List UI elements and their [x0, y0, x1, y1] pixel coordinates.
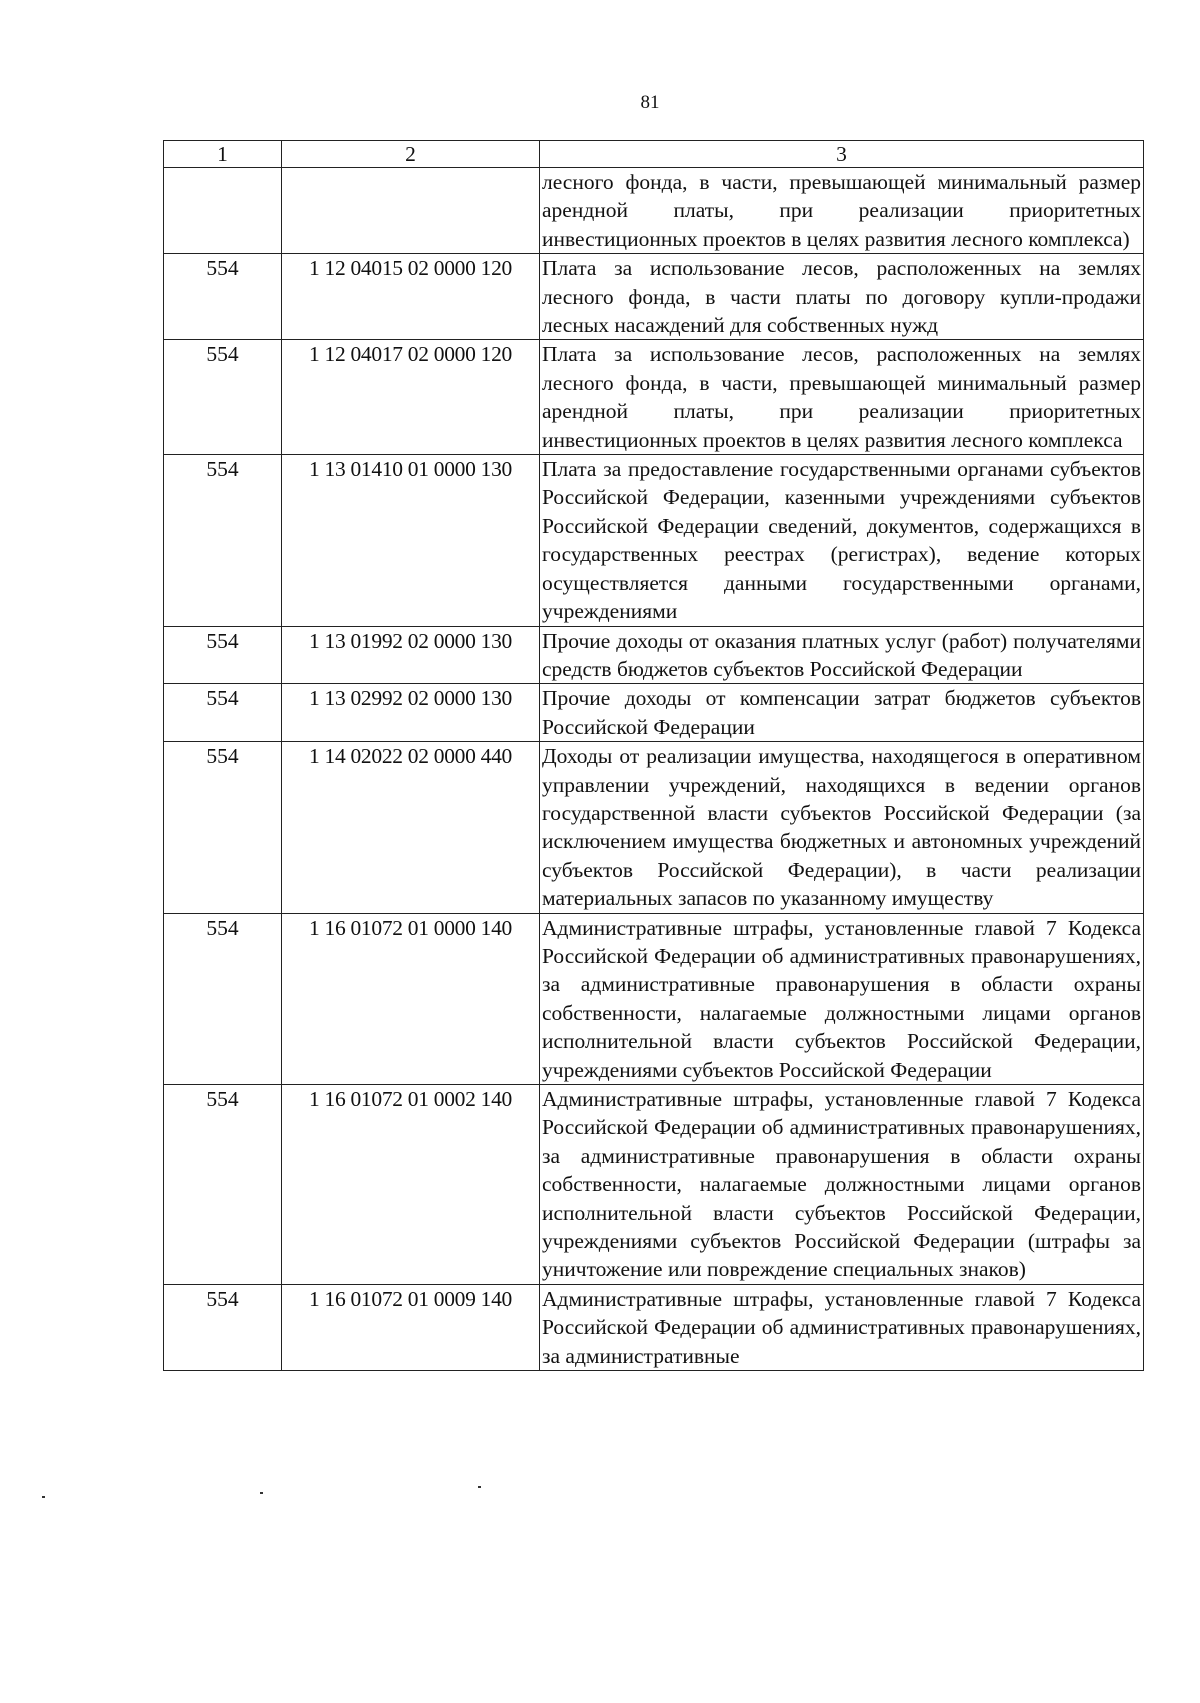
- budget-code-cell: 1 16 01072 01 0002 140: [282, 1085, 540, 1285]
- table-row: [164, 913, 1144, 1084]
- header-col-1: 1: [164, 141, 282, 168]
- description-cell: Доходы от реализации имущества, находящегося в оперативном управлении учреждений, находящихся в ведении органов государственной власти субъектов Российской Федерации (за исключением имущества бюджетных и автономных учреждений субъектов Российской Федерации), в части реализации материальных запасов по указанному имуществу: [540, 742, 1144, 913]
- description-cell: Административные штрафы, установленные главой 7 Кодекса Российской Федерации об административных правонарушениях, за административные правонарушения в области охраны собственности, налагаемые должностными лицами органов исполнительной власти субъектов Российской Федерации, учреждениями субъектов Российской Федерации: [540, 913, 1144, 1084]
- table-row: [164, 1284, 1144, 1370]
- table-row: [164, 168, 1144, 254]
- table-body: [164, 168, 1144, 1371]
- scan-speck: [478, 1486, 481, 1488]
- budget-code-cell: 1 12 04015 02 0000 120: [282, 254, 540, 340]
- admin-code-cell: 554: [164, 254, 282, 340]
- budget-code-cell: 1 14 02022 02 0000 440: [282, 742, 540, 913]
- header-row: [164, 141, 1144, 168]
- admin-code-cell: 554: [164, 1085, 282, 1285]
- budget-code-cell: 1 16 01072 01 0000 140: [282, 913, 540, 1084]
- description-cell: Плата за использование лесов, расположенных на землях лесного фонда, в части платы по договору купли-продажи лесных насаждений для собственных нужд: [540, 254, 1144, 340]
- description-cell: Административные штрафы, установленные главой 7 Кодекса Российской Федерации об административных правонарушениях, за административные: [540, 1284, 1144, 1370]
- budget-code-cell: 1 16 01072 01 0009 140: [282, 1284, 540, 1370]
- admin-code-cell: 554: [164, 626, 282, 684]
- page-number: 81: [640, 92, 660, 113]
- revenue-codes-table: [163, 140, 1144, 1371]
- description-cell: Плата за использование лесов, расположенных на землях лесного фонда, в части, превышающей минимальный размер арендной платы, при реализации приоритетных инвестиционных проектов в целях развития лесного комплекса: [540, 340, 1144, 455]
- header-col-2: 2: [282, 141, 540, 168]
- budget-code-cell: 1 13 01410 01 0000 130: [282, 455, 540, 626]
- table-row: [164, 340, 1144, 455]
- budget-code-cell: [282, 168, 540, 254]
- budget-code-cell: 1 12 04017 02 0000 120: [282, 340, 540, 455]
- description-cell: лесного фонда, в части, превышающей минимальный размер арендной платы, при реализации приоритетных инвестиционных проектов в целях развития лесного комплекса): [540, 168, 1144, 254]
- admin-code-cell: 554: [164, 684, 282, 742]
- scan-speck: [260, 1492, 263, 1494]
- budget-code-cell: 1 13 01992 02 0000 130: [282, 626, 540, 684]
- admin-code-cell: [164, 168, 282, 254]
- admin-code-cell: 554: [164, 1284, 282, 1370]
- table-row: [164, 455, 1144, 626]
- description-cell: Плата за предоставление государственными органами субъектов Российской Федерации, казенными учреждениями субъектов Российской Федерации сведений, документов, содержащихся в государственных реестрах (регистрах), ведение которых осуществляется данными государственными органами, учреждениями: [540, 455, 1144, 626]
- admin-code-cell: 554: [164, 455, 282, 626]
- description-cell: Административные штрафы, установленные главой 7 Кодекса Российской Федерации об административных правонарушениях, за административные правонарушения в области охраны собственности, налагаемые должностными лицами органов исполнительной власти субъектов Российской Федерации, учреждениями субъектов Российской Федерации (штрафы за уничтожение или повреждение специальных знаков): [540, 1085, 1144, 1285]
- description-cell: Прочие доходы от компенсации затрат бюджетов субъектов Российской Федерации: [540, 684, 1144, 742]
- admin-code-cell: 554: [164, 742, 282, 913]
- budget-code-cell: 1 13 02992 02 0000 130: [282, 684, 540, 742]
- description-cell: Прочие доходы от оказания платных услуг (работ) получателями средств бюджетов субъектов Российской Федерации: [540, 626, 1144, 684]
- scan-speck: [42, 1496, 45, 1498]
- header-col-3: 3: [540, 141, 1144, 168]
- table-row: [164, 742, 1144, 913]
- table-header: [164, 141, 1144, 168]
- table-row: [164, 254, 1144, 340]
- admin-code-cell: 554: [164, 340, 282, 455]
- admin-code-cell: 554: [164, 913, 282, 1084]
- table-row: [164, 684, 1144, 742]
- table-row: [164, 626, 1144, 684]
- table-row: [164, 1085, 1144, 1285]
